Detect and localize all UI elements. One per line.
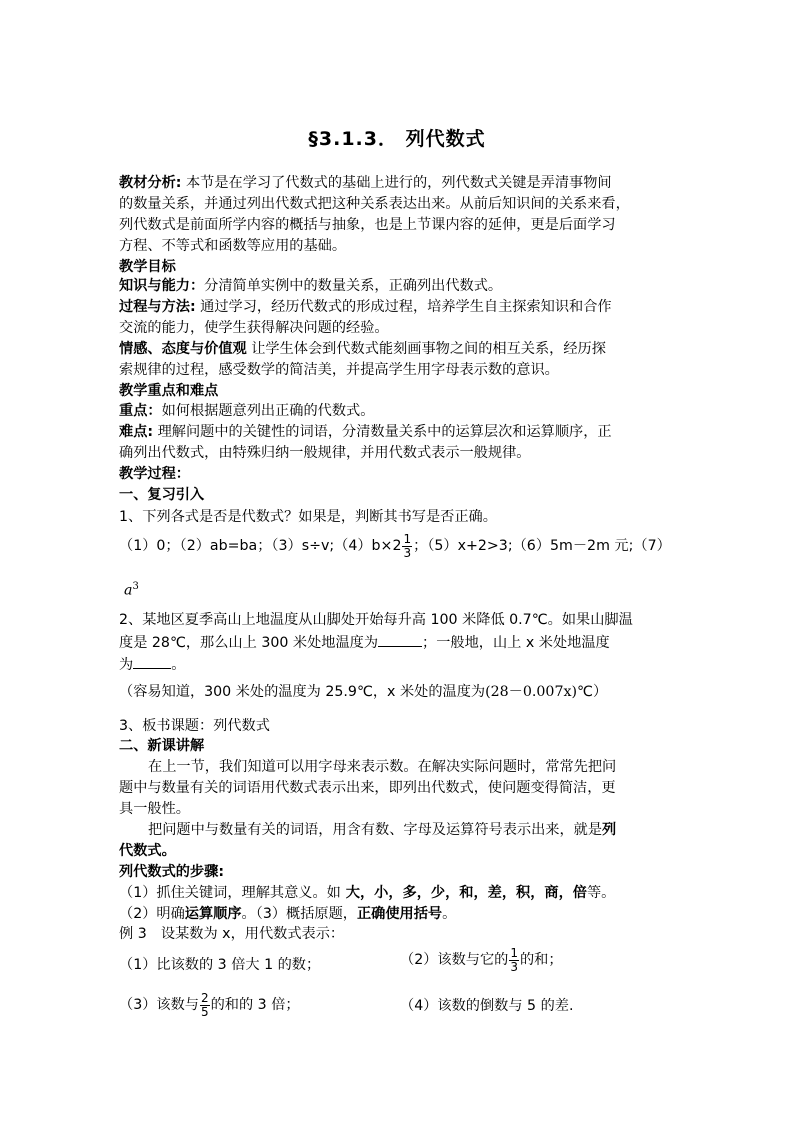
focus-difficulty-2: 确列出代数式，由特殊归纳一般规律，并用代数式表示一般规律。: [119, 445, 531, 461]
steps-2-c: 。（3）概括原题，: [241, 906, 357, 922]
key-text: 如何根据题意列出正确的代数式。: [161, 403, 375, 419]
difficulty-label: 难点:: [119, 424, 154, 440]
review-q2-line-1: 2、某地区夏季高山上地温度从山脚处开始每升高 100 米降低 0.7℃。如果山脚温: [119, 612, 633, 628]
steps-2-e: 。: [442, 906, 457, 922]
key-label: 重点：: [119, 403, 162, 419]
emotion-text-1: 让学生体会到代数式能刻画事物之间的相互关系，经历探: [246, 341, 606, 357]
review-q1-items: [119, 532, 671, 560]
item3-b: 的和的 3 倍；: [210, 997, 300, 1013]
review-q1-last: [124, 577, 139, 601]
newlesson-p2-line-2: 代数式。: [119, 843, 176, 859]
process-label: 过程与方法:: [119, 299, 196, 315]
item2-fraction: [509, 947, 519, 974]
q2-answer-b: ℃）: [577, 684, 608, 700]
goals-heading: 教学目标: [119, 259, 176, 275]
item2-a: （2）该数与它的: [400, 952, 509, 968]
review-q2-answer: [119, 682, 607, 702]
q2-line2-b: ；一般地，山上 x 米处地温度: [422, 635, 610, 651]
page-title: §3.1.3． 列代数式: [308, 128, 486, 150]
newlesson-p1-line-1: 在上一节，我们知道可以用字母来表示数。在解决实际问题时，常常先把问: [148, 759, 617, 775]
goals-knowledge: [119, 276, 502, 296]
p2-bold: 列: [602, 822, 617, 838]
steps-2-a: （2）明确: [119, 906, 185, 922]
answer-blank-1: [378, 632, 422, 647]
steps-1: [119, 883, 615, 903]
difficulty-text-1: 理解问题中的关键性的词语，分清数量关系中的运算层次和运算顺序，正: [153, 424, 612, 440]
goals-emotion-1: [119, 339, 606, 359]
review-q2-line-2: [119, 632, 610, 653]
item2-b: 的和；: [519, 952, 563, 968]
review-q2-line-3: [119, 654, 185, 675]
q1-frac-num: 1: [403, 531, 412, 546]
example-item-1: （1）比该数的 3 倍大 1 的数；: [119, 957, 321, 973]
analysis-line-4: 方程、不等式和函数等应用的基础。: [119, 238, 347, 254]
q1-fraction: [402, 533, 412, 560]
item2-frac-den: 3: [510, 959, 518, 974]
goals-process-1: [119, 297, 612, 317]
item3-frac-den: 5: [200, 1004, 209, 1019]
process-text-1: 通过学习，经历代数式的形成过程，培养学生自主探索知识和合作: [195, 299, 612, 315]
p2-text: 把问题中与数量有关的词语，用含有数、字母及运算符号表示出来，就是: [148, 822, 603, 838]
knowledge-text: 分清简单实例中的数量关系，正确列出代数式。: [204, 278, 503, 294]
newlesson-p2-line-1: [148, 820, 616, 840]
process-heading: 教学过程：: [119, 466, 190, 482]
steps-1-c: 等。: [586, 885, 616, 901]
steps-2-d: 正确使用括号: [356, 906, 443, 922]
goals-process-2: 交流的能力，使学生获得解决问题的经验。: [119, 320, 389, 336]
steps-1-keywords: 大，小，多，少，和，差，积，商，倍: [340, 885, 587, 901]
newlesson-heading: 二、新课讲解: [119, 738, 205, 754]
steps-2: [119, 904, 456, 924]
example-item-2: [400, 946, 563, 974]
goals-emotion-2: 索规律的过程，感受数学的简洁美，并提高学生用字母表示数的意识。: [119, 362, 559, 378]
q1-items-a: （1）0；（2）ab=ba；（3）s÷v;（4）b×2: [119, 538, 402, 554]
item3-frac-num: 2: [200, 990, 209, 1005]
focus-key: [119, 401, 374, 421]
steps-heading: 列代数式的步骤:: [119, 864, 224, 880]
steps-1-a: （1）抓住关键词，理解其意义。如: [119, 885, 341, 901]
q2-line3-a: 为: [119, 657, 134, 673]
item3-a: （3）该数与: [119, 997, 199, 1013]
item2-frac-num: 1: [510, 945, 518, 960]
review-q3: 3、板书课题：列代数式: [119, 718, 270, 734]
q1-frac-den: 3: [403, 545, 412, 560]
q2-line3-b: 。: [171, 657, 186, 673]
analysis-line-1: [119, 173, 612, 193]
q1-items-b: ；（5）x+2>3;（6）5m－2m 元;（7）: [413, 538, 671, 554]
q1-last-base: a: [124, 582, 133, 599]
q2-answer-a: （容易知道，300 米处的温度为 25.9℃，x 米处的温度为: [119, 684, 486, 700]
analysis-line-3: 列代数式是前面所学内容的概括与抽象，也是上节课内容的延伸，更是后面学习: [119, 217, 616, 233]
emotion-label: 情感、态度与价值观: [119, 341, 247, 357]
review-heading: 一、复习引入: [119, 487, 205, 503]
item3-fraction: [200, 992, 210, 1019]
analysis-text-1: 本节是在学习了代数式的基础上进行的，列代数式关键是弄清事物间: [181, 175, 612, 191]
analysis-label: 教材分析:: [119, 175, 182, 191]
example-intro: 例 3 设某数为 x，用代数式表示：: [119, 926, 345, 942]
knowledge-label: 知识与能力：: [119, 278, 205, 294]
example-item-3: [119, 991, 300, 1019]
newlesson-p1-line-2: 题中与数量有关的词语用代数式表示出来，即列出代数式，使问题变得简洁，更: [119, 780, 616, 796]
newlesson-p1-line-3: 具一般性。: [119, 801, 190, 817]
steps-2-b: 运算顺序: [184, 906, 242, 922]
q1-last-exp: 3: [132, 581, 139, 592]
q2-line2-a: 度是 28℃，那么山上 300 米处地温度为: [119, 635, 379, 651]
focus-heading: 教学重点和难点: [119, 383, 219, 399]
analysis-line-2: 的数量关系，并通过列出代数式把这种关系表达出来。从前后知识间的关系来看，: [119, 196, 630, 212]
focus-difficulty-1: [119, 422, 612, 442]
review-q1: 1、下列各式是否是代数式？如果是，判断其书写是否正确。: [119, 509, 497, 525]
example-item-4: （4）该数的倒数与 5 的差.: [400, 998, 574, 1014]
q2-answer-math: (28－0.007x): [485, 684, 578, 700]
answer-blank-2: [133, 654, 171, 669]
